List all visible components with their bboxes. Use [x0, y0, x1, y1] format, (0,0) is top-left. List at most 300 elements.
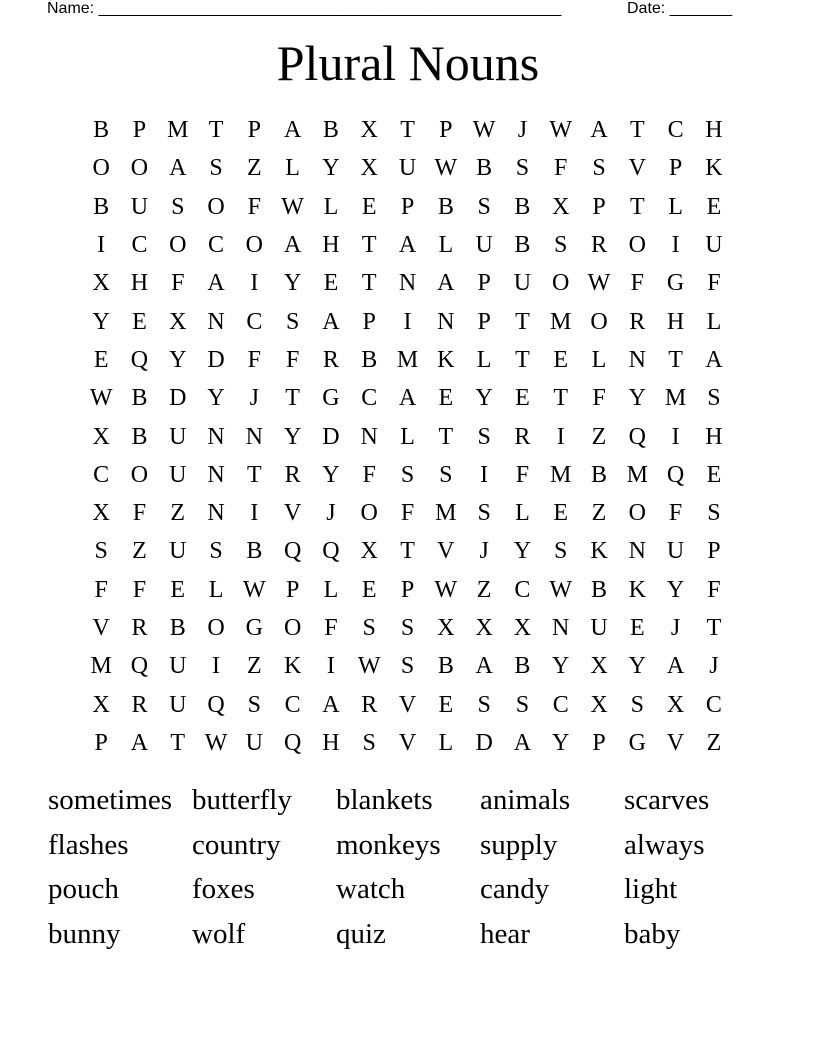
grid-letter[interactable]: C: [284, 691, 301, 718]
name-field[interactable]: Name: ____________________________________________________: [47, 0, 562, 17]
grid-letter[interactable]: N: [398, 270, 417, 297]
grid-letter[interactable]: M: [550, 308, 572, 335]
grid-letter[interactable]: X: [666, 691, 685, 718]
grid-letter[interactable]: S: [515, 155, 530, 182]
grid-letter[interactable]: F: [132, 576, 147, 603]
grid-letter[interactable]: O: [92, 155, 110, 182]
grid-letter[interactable]: P: [247, 117, 262, 144]
grid-letter[interactable]: Q: [207, 691, 225, 718]
grid-letter[interactable]: I: [250, 270, 259, 297]
grid-letter[interactable]: R: [322, 346, 339, 373]
grid-letter[interactable]: S: [477, 500, 491, 527]
grid-letter[interactable]: F: [707, 270, 721, 297]
grid-letter[interactable]: V: [628, 155, 646, 182]
grid-letter[interactable]: B: [591, 576, 608, 603]
grid-letter[interactable]: E: [629, 615, 645, 641]
grid-letter[interactable]: T: [629, 193, 645, 220]
grid-letter[interactable]: S: [707, 385, 721, 412]
grid-letter[interactable]: M: [664, 385, 687, 412]
grid-letter[interactable]: U: [245, 729, 263, 756]
grid-letter[interactable]: C: [552, 691, 569, 718]
grid-letter[interactable]: U: [169, 653, 187, 680]
grid-letter[interactable]: D: [169, 385, 187, 412]
date-field[interactable]: Date: _______: [627, 0, 732, 17]
grid-letter[interactable]: Y: [169, 346, 187, 373]
grid-letter[interactable]: P: [477, 308, 491, 335]
grid-letter[interactable]: Y: [92, 308, 110, 335]
grid-letter[interactable]: Y: [513, 538, 532, 565]
grid-letter[interactable]: E: [553, 500, 569, 527]
grid-letter[interactable]: E: [706, 461, 722, 488]
grid-letter[interactable]: B: [361, 346, 378, 373]
grid-letter[interactable]: F: [171, 270, 185, 297]
grid-letter[interactable]: X: [360, 117, 378, 144]
grid-letter[interactable]: I: [671, 232, 680, 259]
grid-letter[interactable]: W: [357, 653, 381, 680]
grid-letter[interactable]: B: [514, 193, 531, 220]
grid-letter[interactable]: Y: [475, 385, 493, 412]
grid-letter[interactable]: X: [590, 653, 608, 680]
grid-letter[interactable]: I: [403, 308, 412, 335]
grid-letter[interactable]: P: [132, 117, 147, 144]
grid-letter[interactable]: T: [208, 117, 224, 144]
grid-letter[interactable]: F: [707, 576, 721, 603]
grid-letter[interactable]: X: [92, 270, 110, 297]
grid-letter[interactable]: P: [285, 576, 300, 603]
word-bank-item: bunny: [48, 918, 121, 951]
grid-letter[interactable]: S: [477, 691, 491, 718]
grid-letter[interactable]: E: [515, 385, 530, 412]
grid-row: [82, 609, 733, 647]
grid-letter[interactable]: L: [438, 232, 454, 259]
grid-letter[interactable]: H: [666, 308, 685, 335]
grid-letter[interactable]: T: [629, 117, 645, 144]
grid-letter[interactable]: I: [250, 500, 259, 527]
grid-letter[interactable]: N: [437, 308, 455, 335]
grid-letter[interactable]: T: [438, 423, 454, 450]
grid-letter[interactable]: V: [283, 500, 302, 527]
grid-letter[interactable]: M: [626, 461, 648, 488]
grid-letter[interactable]: Q: [283, 729, 302, 756]
grid-letter[interactable]: F: [94, 576, 108, 603]
grid-letter[interactable]: X: [552, 193, 570, 220]
grid-letter[interactable]: F: [324, 615, 338, 641]
grid-letter[interactable]: D: [322, 423, 340, 450]
grid-letter[interactable]: U: [169, 691, 187, 718]
grid-letter[interactable]: W: [434, 576, 458, 603]
grid-letter[interactable]: Y: [666, 576, 685, 603]
grid-letter[interactable]: V: [666, 729, 685, 756]
grid-letter[interactable]: A: [398, 232, 417, 259]
grid-letter[interactable]: X: [169, 308, 187, 335]
grid-letter[interactable]: A: [437, 270, 455, 297]
grid-letter[interactable]: W: [89, 385, 113, 412]
grid-letter[interactable]: O: [130, 155, 149, 182]
grid-letter[interactable]: C: [705, 691, 722, 718]
grid-letter[interactable]: O: [207, 615, 225, 641]
grid-letter[interactable]: B: [169, 615, 186, 641]
grid-letter[interactable]: F: [362, 461, 376, 488]
grid-letter[interactable]: S: [554, 232, 568, 259]
grid-letter[interactable]: Y: [628, 653, 646, 680]
grid-letter[interactable]: B: [514, 653, 531, 680]
grid-letter[interactable]: U: [169, 461, 187, 488]
grid-letter[interactable]: T: [361, 232, 377, 259]
grid-letter[interactable]: T: [361, 270, 377, 297]
grid-letter[interactable]: B: [131, 423, 148, 450]
grid-letter[interactable]: F: [630, 270, 644, 297]
grid-letter[interactable]: E: [361, 576, 377, 603]
grid-letter[interactable]: E: [438, 691, 454, 718]
grid-letter[interactable]: X: [92, 423, 110, 450]
grid-letter[interactable]: V: [437, 538, 455, 565]
grid-letter[interactable]: Z: [247, 155, 262, 182]
grid-letter[interactable]: Q: [283, 538, 302, 565]
grid-letter[interactable]: V: [398, 729, 417, 756]
grid-letter[interactable]: S: [171, 193, 185, 220]
grid-letter[interactable]: L: [438, 729, 454, 756]
grid-letter[interactable]: W: [549, 117, 573, 144]
grid-letter[interactable]: U: [666, 538, 685, 565]
grid-letter[interactable]: M: [167, 117, 189, 144]
grid-letter[interactable]: J: [709, 653, 719, 680]
grid-letter[interactable]: T: [170, 729, 186, 756]
grid-letter[interactable]: Z: [591, 500, 607, 527]
grid-letter[interactable]: A: [513, 729, 532, 756]
grid-letter[interactable]: F: [285, 346, 300, 373]
grid-letter[interactable]: L: [285, 155, 300, 182]
grid-letter[interactable]: U: [475, 232, 493, 259]
grid-letter[interactable]: O: [552, 270, 570, 297]
grid-letter[interactable]: L: [400, 423, 415, 450]
grid-letter[interactable]: G: [666, 270, 685, 297]
grid-letter[interactable]: S: [477, 423, 491, 450]
grid-letter[interactable]: B: [476, 155, 493, 182]
grid-letter[interactable]: U: [169, 423, 187, 450]
grid-letter[interactable]: P: [477, 270, 491, 297]
grid-letter[interactable]: B: [591, 461, 608, 488]
grid-letter[interactable]: W: [472, 117, 496, 144]
grid-letter[interactable]: Q: [130, 653, 149, 680]
grid-row: [82, 532, 733, 570]
grid-letter[interactable]: V: [92, 615, 110, 641]
grid-letter[interactable]: O: [207, 193, 225, 220]
grid-letter[interactable]: C: [246, 308, 263, 335]
grid-letter[interactable]: I: [326, 653, 335, 680]
grid-letter[interactable]: A: [590, 117, 608, 144]
grid-letter[interactable]: Y: [283, 270, 302, 297]
grid-letter[interactable]: T: [400, 117, 415, 144]
grid-letter[interactable]: Q: [322, 538, 340, 565]
grid-letter[interactable]: Q: [130, 346, 149, 373]
grid-letter[interactable]: V: [398, 691, 417, 718]
grid-letter[interactable]: H: [705, 423, 723, 450]
grid-letter[interactable]: N: [207, 461, 225, 488]
grid-letter[interactable]: M: [396, 346, 419, 373]
grid-letter[interactable]: O: [360, 500, 378, 527]
grid-letter[interactable]: K: [437, 346, 455, 373]
grid-letter[interactable]: E: [438, 385, 454, 412]
grid-letter[interactable]: Y: [322, 155, 340, 182]
grid-letter[interactable]: H: [130, 270, 149, 297]
grid-letter[interactable]: O: [169, 232, 187, 259]
grid-letter[interactable]: F: [515, 461, 530, 488]
grid-letter[interactable]: D: [207, 346, 225, 373]
grid-letter[interactable]: P: [668, 155, 683, 182]
grid-letter[interactable]: S: [400, 615, 415, 641]
grid-letter[interactable]: C: [514, 576, 531, 603]
grid-letter[interactable]: F: [247, 346, 262, 373]
grid-letter[interactable]: F: [247, 193, 262, 220]
grid-letter[interactable]: T: [515, 308, 530, 335]
grid-letter[interactable]: Y: [552, 653, 570, 680]
grid-letter[interactable]: L: [668, 193, 683, 220]
grid-letter[interactable]: T: [515, 346, 530, 373]
grid-letter[interactable]: P: [400, 193, 415, 220]
grid-letter[interactable]: B: [322, 117, 339, 144]
word-bank-item: always: [624, 828, 705, 861]
grid-letter[interactable]: A: [169, 155, 187, 182]
grid-letter[interactable]: L: [476, 346, 492, 373]
grid-letter[interactable]: L: [208, 576, 224, 603]
grid-letter[interactable]: S: [592, 155, 606, 182]
grid-letter[interactable]: Y: [283, 423, 302, 450]
grid-letter[interactable]: W: [587, 270, 611, 297]
grid-letter[interactable]: L: [591, 346, 607, 373]
grid-letter[interactable]: N: [360, 423, 378, 450]
grid-letter[interactable]: Y: [322, 461, 340, 488]
grid-letter[interactable]: R: [361, 691, 378, 718]
grid-letter[interactable]: E: [553, 346, 569, 373]
grid-letter[interactable]: J: [670, 615, 681, 641]
grid-letter[interactable]: E: [132, 308, 147, 335]
grid-letter[interactable]: H: [322, 232, 340, 259]
grid-letter[interactable]: L: [323, 576, 339, 603]
grid-letter[interactable]: Y: [207, 385, 225, 412]
grid-letter[interactable]: J: [249, 385, 259, 412]
grid-letter[interactable]: A: [322, 308, 340, 335]
grid-letter[interactable]: L: [323, 193, 339, 220]
grid-letter[interactable]: Z: [591, 423, 607, 450]
grid-letter[interactable]: S: [285, 308, 300, 335]
grid-letter[interactable]: S: [400, 461, 415, 488]
grid-letter[interactable]: O: [245, 232, 263, 259]
grid-letter[interactable]: S: [209, 538, 223, 565]
grid-letter[interactable]: B: [514, 232, 531, 259]
grid-letter[interactable]: X: [437, 615, 455, 641]
grid-letter[interactable]: S: [554, 538, 568, 565]
grid-letter[interactable]: E: [93, 346, 109, 373]
grid-letter[interactable]: F: [554, 155, 568, 182]
grid-letter[interactable]: J: [479, 538, 489, 565]
grid-letter[interactable]: N: [207, 500, 225, 527]
grid-letter[interactable]: O: [628, 232, 646, 259]
grid-letter[interactable]: Q: [666, 461, 685, 488]
grid-letter[interactable]: K: [590, 538, 608, 565]
grid-letter[interactable]: X: [513, 615, 532, 641]
grid-letter[interactable]: C: [208, 232, 225, 259]
grid-letter[interactable]: B: [437, 193, 454, 220]
grid-letter[interactable]: S: [209, 155, 223, 182]
grid-letter[interactable]: S: [439, 461, 453, 488]
grid-letter[interactable]: T: [285, 385, 300, 412]
grid-letter[interactable]: R: [131, 615, 148, 641]
grid-letter[interactable]: P: [400, 576, 415, 603]
grid-letter[interactable]: M: [90, 653, 112, 680]
grid-letter[interactable]: W: [243, 576, 266, 603]
grid-letter[interactable]: B: [246, 538, 263, 565]
grid-letter[interactable]: E: [361, 193, 377, 220]
grid-letter[interactable]: X: [360, 538, 378, 565]
grid-letter[interactable]: N: [552, 615, 570, 641]
grid-letter[interactable]: Z: [476, 576, 492, 603]
grid-letter[interactable]: P: [592, 193, 606, 220]
grid-letter[interactable]: I: [671, 423, 680, 450]
grid-letter[interactable]: D: [475, 729, 493, 756]
grid-letter[interactable]: W: [204, 729, 228, 756]
grid-letter[interactable]: X: [590, 691, 608, 718]
grid-letter[interactable]: S: [707, 500, 721, 527]
grid-letter[interactable]: R: [591, 232, 608, 259]
grid-letter[interactable]: O: [130, 461, 149, 488]
grid-letter[interactable]: T: [706, 615, 722, 641]
grid-letter[interactable]: Z: [132, 538, 147, 565]
grid-letter[interactable]: P: [439, 117, 453, 144]
grid-letter[interactable]: A: [283, 117, 302, 144]
grid-letter[interactable]: A: [705, 346, 723, 373]
grid-row: [82, 379, 733, 417]
word-bank-item: scarves: [624, 784, 710, 816]
grid-letter[interactable]: N: [245, 423, 263, 450]
grid-letter[interactable]: B: [93, 193, 110, 220]
grid-letter[interactable]: F: [132, 500, 147, 527]
grid-letter[interactable]: K: [283, 653, 302, 680]
grid-letter[interactable]: K: [705, 155, 723, 182]
grid-letter[interactable]: C: [361, 385, 378, 412]
grid-letter[interactable]: S: [400, 653, 415, 680]
grid-letter[interactable]: N: [628, 346, 646, 373]
grid-letter[interactable]: U: [705, 232, 723, 259]
grid-letter[interactable]: N: [207, 423, 225, 450]
grid-letter[interactable]: L: [515, 500, 530, 527]
grid-letter[interactable]: A: [322, 691, 340, 718]
grid-letter[interactable]: M: [550, 461, 572, 488]
grid-letter[interactable]: T: [668, 346, 683, 373]
grid-letter[interactable]: H: [322, 729, 340, 756]
grid-letter[interactable]: B: [437, 653, 454, 680]
grid-letter[interactable]: G: [322, 385, 340, 412]
grid-letter[interactable]: Y: [552, 729, 570, 756]
grid-letter[interactable]: S: [362, 615, 376, 641]
grid-letter[interactable]: A: [475, 653, 493, 680]
grid-letter[interactable]: S: [477, 193, 491, 220]
grid-letter[interactable]: Q: [628, 423, 646, 450]
grid-letter[interactable]: I: [212, 653, 221, 680]
grid-letter[interactable]: S: [94, 538, 108, 565]
grid-letter[interactable]: E: [323, 270, 339, 297]
grid-letter[interactable]: C: [131, 232, 148, 259]
grid-letter[interactable]: A: [130, 729, 149, 756]
grid-letter[interactable]: N: [207, 308, 225, 335]
grid-letter[interactable]: U: [130, 193, 149, 220]
grid-letter[interactable]: Y: [628, 385, 646, 412]
grid-letter[interactable]: S: [247, 691, 262, 718]
grid-letter[interactable]: F: [668, 500, 683, 527]
grid-letter[interactable]: S: [362, 729, 376, 756]
grid-letter[interactable]: L: [706, 308, 722, 335]
grid-letter[interactable]: Z: [170, 500, 186, 527]
grid-letter[interactable]: C: [93, 461, 110, 488]
grid-letter[interactable]: P: [94, 729, 108, 756]
grid-letter[interactable]: P: [592, 729, 606, 756]
grid-letter[interactable]: T: [553, 385, 569, 412]
grid-letter[interactable]: I: [97, 232, 106, 259]
grid-letter[interactable]: I: [480, 461, 489, 488]
grid-row: [82, 188, 733, 226]
grid-letter[interactable]: S: [515, 691, 530, 718]
grid-letter[interactable]: C: [667, 117, 684, 144]
grid-letter[interactable]: T: [400, 538, 415, 565]
grid-letter[interactable]: W: [281, 193, 304, 220]
grid-letter[interactable]: U: [169, 538, 187, 565]
grid-letter[interactable]: B: [131, 385, 148, 412]
grid-letter[interactable]: G: [628, 729, 646, 756]
grid-letter[interactable]: G: [245, 615, 263, 641]
grid-letter[interactable]: O: [590, 308, 608, 335]
grid-letter[interactable]: T: [247, 461, 262, 488]
grid-letter[interactable]: M: [435, 500, 457, 527]
grid-letter[interactable]: U: [398, 155, 417, 182]
grid-letter[interactable]: A: [666, 653, 685, 680]
grid-letter[interactable]: U: [590, 615, 608, 641]
grid-letter[interactable]: Z: [247, 653, 262, 680]
grid-letter[interactable]: F: [400, 500, 415, 527]
grid-letter[interactable]: N: [628, 538, 646, 565]
grid-letter[interactable]: X: [360, 155, 378, 182]
grid-letter[interactable]: X: [92, 500, 110, 527]
grid-letter[interactable]: I: [556, 423, 565, 450]
grid-letter[interactable]: E: [706, 193, 722, 220]
grid-letter[interactable]: X: [475, 615, 493, 641]
grid-letter[interactable]: S: [630, 691, 644, 718]
word-bank-item: candy: [480, 873, 550, 906]
grid-letter[interactable]: K: [628, 576, 646, 603]
grid-letter[interactable]: F: [592, 385, 606, 412]
grid-letter[interactable]: R: [284, 461, 301, 488]
grid-letter[interactable]: A: [207, 270, 225, 297]
grid-letter[interactable]: O: [628, 500, 646, 527]
grid-letter[interactable]: W: [434, 155, 458, 182]
grid-letter[interactable]: U: [513, 270, 532, 297]
grid-letter[interactable]: R: [514, 423, 531, 450]
grid-letter[interactable]: P: [362, 308, 376, 335]
grid-letter[interactable]: A: [283, 232, 302, 259]
grid-letter[interactable]: J: [517, 117, 528, 144]
grid-letter[interactable]: X: [92, 691, 110, 718]
grid-letter[interactable]: E: [170, 576, 186, 603]
grid-letter[interactable]: O: [283, 615, 302, 641]
grid-letter[interactable]: A: [398, 385, 417, 412]
word-bank-item: animals: [480, 784, 571, 816]
grid-letter[interactable]: R: [131, 691, 148, 718]
grid-letter[interactable]: B: [93, 117, 110, 144]
grid-letter[interactable]: H: [705, 117, 723, 144]
grid-letter[interactable]: P: [707, 538, 721, 565]
grid-letter[interactable]: W: [549, 576, 573, 603]
grid-letter[interactable]: Z: [706, 729, 722, 756]
grid-letter[interactable]: R: [629, 308, 646, 335]
grid-letter[interactable]: J: [326, 500, 336, 527]
